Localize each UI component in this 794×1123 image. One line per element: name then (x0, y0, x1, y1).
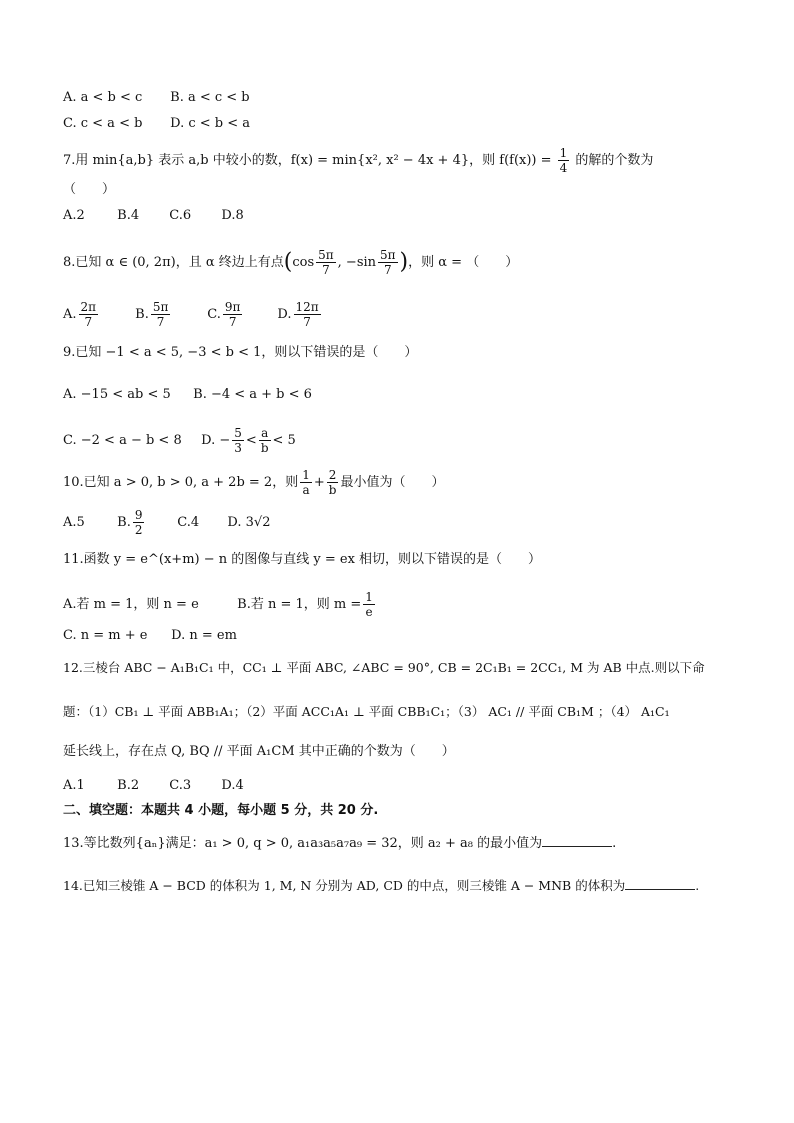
q9-d-mid: < (245, 433, 257, 448)
q8-a-den: 7 (84, 315, 93, 329)
q14 (63, 876, 699, 896)
q7-option-d: D.8 (221, 208, 244, 223)
q8-cos-den: 7 (322, 263, 330, 277)
q6-options-row1 (63, 88, 250, 108)
q10-f2-den: b (328, 483, 337, 497)
q7-fraction (558, 146, 570, 175)
q10-option-a: A.5 (63, 515, 85, 530)
q12-option-d: D.4 (221, 778, 244, 793)
q12-line3: 延长线上，存在点 Q, BQ // 平面 A₁CM 其中正确的个数为（ ） (63, 744, 455, 759)
q10-stem (63, 468, 444, 497)
q14-stem: 14.已知三棱锥 A − BCD 的体积为 1, M, N 分别为 AD, CD 的中点，则三棱锥 A − MNB 的体积为 (63, 878, 626, 893)
q7-option-b: B.4 (117, 208, 140, 223)
q8-sin-fraction (378, 248, 398, 277)
q9-option-d (201, 426, 296, 455)
q12-option-b: B.2 (117, 778, 140, 793)
q13-end: . (612, 836, 617, 851)
section-2-heading: 二、填空题：本题共 4 小题，每小题 5 分，共 20 分. (63, 803, 379, 818)
q9-option-a: A. −15 < ab < 5 (63, 387, 171, 402)
q9-d-num2: a (259, 426, 271, 441)
q8-d-label: D. (277, 307, 292, 322)
q8-a-label: A. (63, 307, 77, 322)
q7-frac-den: 4 (559, 161, 568, 175)
q13-answer-blank[interactable] (542, 834, 612, 847)
q10-option-d: D. 3√2 (227, 515, 271, 530)
q10-option-c: C.4 (177, 515, 200, 530)
q8-option-d (277, 300, 322, 329)
q8-cos-fraction (316, 248, 336, 277)
q8-cos-num: 5π (318, 248, 334, 262)
q8-options (63, 300, 323, 329)
q9-d-den2: b (260, 441, 269, 455)
q10-stem-b: 最小值为（ ） (340, 475, 445, 490)
q10-f1-num: 1 (302, 468, 310, 482)
q11-option-a: A.若 m = 1，则 n = e (63, 597, 199, 612)
q8-option-b (135, 300, 203, 329)
q10-f2-num: 2 (327, 468, 339, 483)
q12-option-c: C.3 (169, 778, 192, 793)
q11-options-row2 (63, 626, 237, 646)
q13-stem: 13.等比数列{aₙ}满足：a₁ > 0, q > 0, a₁a₃a₅a₇a₉ = 32，则 a₂ + a₈ 的最小值为 (63, 836, 543, 851)
q6-option-c: C. c < a < b (63, 116, 143, 131)
q9-d-den1: 3 (234, 441, 242, 455)
q8-c-num: 9π (224, 300, 241, 314)
q9-stem: 9.已知 −1 < a < 5, −3 < b < 1，则以下错误的是（ ） (63, 345, 418, 360)
q11-b-num: 1 (365, 590, 373, 604)
q8-c-den: 7 (228, 315, 237, 329)
q7-options (63, 206, 244, 226)
q14-end: . (695, 878, 700, 893)
q11-options-row1 (63, 590, 377, 619)
q14-answer-blank[interactable] (625, 877, 695, 890)
q11-stem: 11.函数 y = e^(x+m) − n 的图像与直线 y = ex 相切，则以下错误的是（ ） (63, 552, 542, 567)
q10-plus: + (313, 475, 325, 490)
q9-option-c: C. −2 < a − b < 8 (63, 433, 182, 448)
q11-option-c: C. n = m + e (63, 628, 148, 643)
q6-option-d: D. c < b < a (170, 116, 251, 131)
q10-f1-den: a (302, 483, 310, 497)
q8-d-num: 12π (295, 300, 319, 314)
q10-stem-a: 10.已知 a > 0, b > 0, a + 2b = 2，则 (63, 475, 299, 490)
q8-b-den: 7 (156, 315, 165, 329)
q6-options-row2 (63, 114, 250, 134)
q7-paren: （ ） (63, 182, 116, 197)
q10-options (63, 508, 270, 537)
q8-stem: 8.已知 α ∈ (0, 2π)，且 α 终边上有点(cos $\frac{5\pi}{7}$ , −sin $\frac{5\pi}{7}$ )，则 α = （ ） (63, 248, 519, 277)
q11-option-d: D. n = em (171, 628, 237, 643)
q8-option-c (207, 300, 273, 329)
q7-option-c: C.6 (169, 208, 192, 223)
q7-stem (63, 146, 653, 175)
q11-b-prefix: B.若 n = 1，则 m = (237, 597, 362, 612)
q11-option-b (237, 590, 377, 619)
q9-d-prefix: D. − (201, 433, 231, 448)
q6-option-a: A. a < b < c (63, 90, 143, 105)
q8-a-num: 2π (80, 300, 97, 314)
q9-option-b: B. −4 < a + b < 6 (193, 387, 312, 402)
q9-d-end: < 5 (272, 433, 296, 448)
q8-sin-den: 7 (383, 263, 392, 277)
q10-b-label: B. (117, 515, 131, 530)
q7-option-a: A.2 (63, 208, 85, 223)
q12-line1: 12.三棱台 ABC − A₁B₁C₁ 中，CC₁ ⊥ 平面 ABC, ∠ABC = 90°, CB = 2C₁B₁ = 2CC₁, M 为 AB 中点.则以下命 (63, 660, 705, 675)
q8-stem-a: 8.已知 α ∈ (0, 2π)，且 α 终边上有点 (63, 255, 284, 270)
q10-option-b (117, 508, 173, 537)
q8-d-den: 7 (303, 315, 311, 329)
q12-option-a: A.1 (63, 778, 85, 793)
q8-c-label: C. (207, 307, 221, 322)
q6-option-b: B. a < c < b (170, 90, 250, 105)
q8-stem-b: ，则 α = （ ） (408, 255, 519, 270)
q8-b-label: B. (135, 307, 149, 322)
q10-b-den: 2 (134, 523, 143, 537)
q8-b-num: 5π (152, 300, 169, 314)
q9-d-num1: 5 (234, 426, 242, 440)
q8-option-a (63, 300, 131, 329)
q7-frac-num: 1 (559, 146, 568, 160)
q7-stem-b: 的解的个数为 (571, 153, 654, 168)
q9-options-row1 (63, 385, 312, 405)
q13 (63, 834, 616, 854)
q10-b-num: 9 (134, 508, 143, 522)
q7-stem-a: 7.用 min{a,b} 表示 a,b 中较小的数，f(x) = min{x², x² − 4x + 4}，则 f(f(x)) = (63, 153, 556, 168)
q12-options (63, 776, 244, 796)
q11-b-den: e (365, 605, 373, 619)
q8-sin-num: 5π (380, 248, 396, 262)
q12-line2: 题：（1）CB₁ ⊥ 平面 ABB₁A₁；（2）平面 ACC₁A₁ ⊥ 平面 CBB₁C₁；（3） AC₁ // 平面 CB₁M ；（4） A₁C₁ (63, 704, 670, 719)
q9-options-row2 (63, 426, 296, 455)
